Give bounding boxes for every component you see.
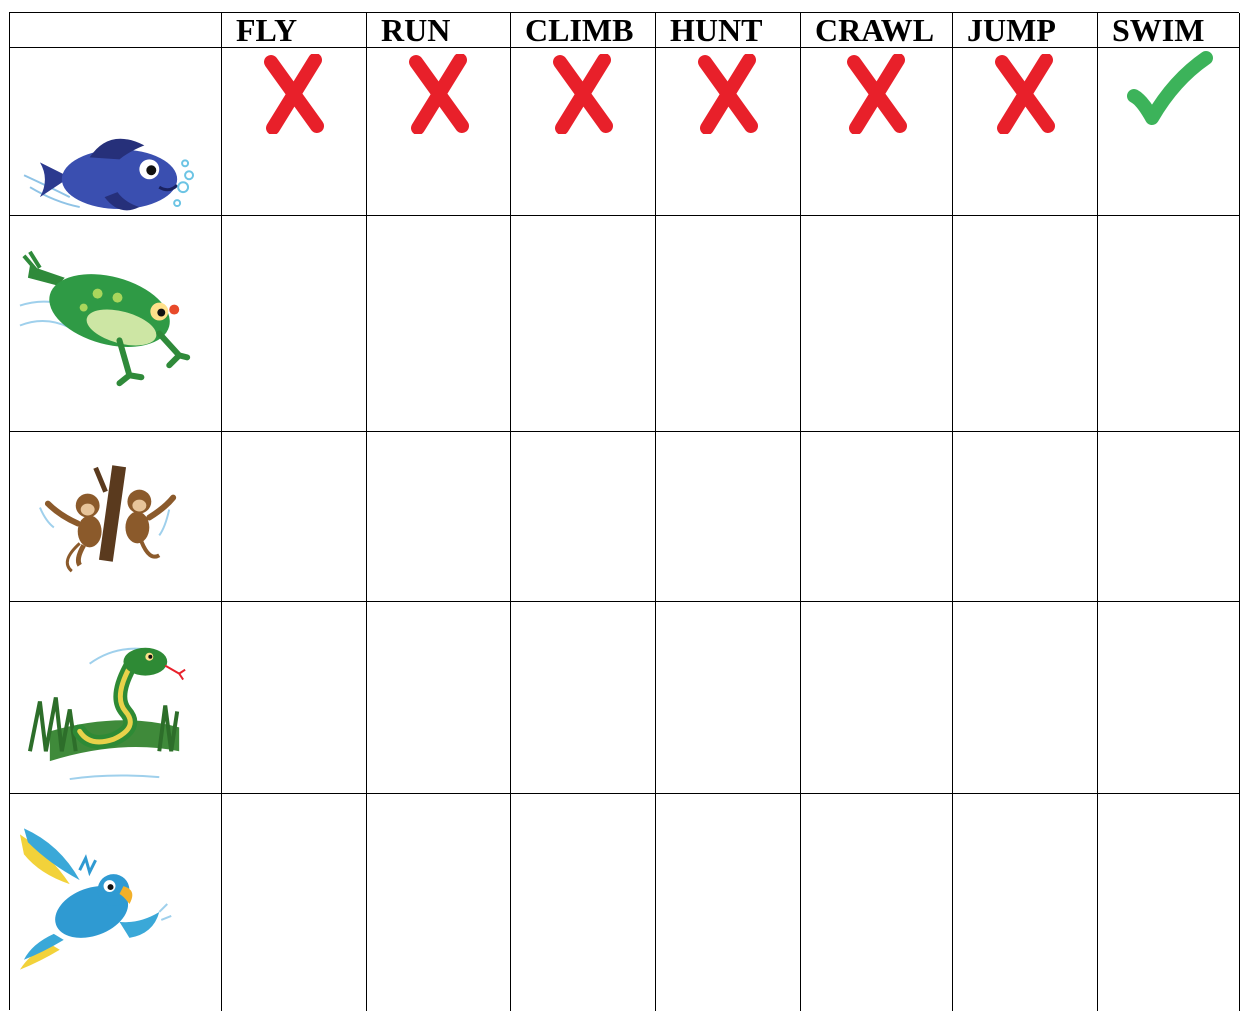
mark-cell — [511, 602, 656, 794]
mark-cell — [367, 48, 511, 216]
header-climb: CLIMB — [511, 13, 656, 48]
mark-cell — [801, 794, 953, 1011]
mark-cell — [511, 432, 656, 602]
mark-cell — [953, 602, 1098, 794]
parrot-icon — [10, 794, 221, 1011]
mark-cell — [511, 48, 656, 216]
animal-cell-snake — [10, 602, 222, 794]
mark-cell — [222, 216, 367, 432]
frog-icon — [10, 216, 221, 431]
cross-icon — [842, 54, 912, 134]
mark-cell — [801, 602, 953, 794]
mark-cell — [801, 432, 953, 602]
check-icon — [1124, 50, 1214, 130]
mark-cell — [222, 794, 367, 1011]
mark-cell — [656, 794, 801, 1011]
mark-cell — [367, 432, 511, 602]
fish-icon — [10, 48, 221, 215]
cross-icon — [548, 54, 618, 134]
mark-cell — [222, 432, 367, 602]
snake-icon — [10, 602, 221, 793]
mark-cell — [953, 794, 1098, 1011]
animal-cell-frog — [10, 216, 222, 432]
mark-cell — [1098, 794, 1240, 1011]
mark-cell — [367, 602, 511, 794]
mark-cell — [953, 432, 1098, 602]
cross-icon — [259, 54, 329, 134]
header-crawl: CRAWL — [801, 13, 953, 48]
mark-cell — [953, 48, 1098, 216]
mark-cell — [367, 794, 511, 1011]
mark-cell — [1098, 48, 1240, 216]
mark-cell — [511, 216, 656, 432]
header-jump: JUMP — [953, 13, 1098, 48]
animal-cell-fish — [10, 48, 222, 216]
mark-cell — [1098, 432, 1240, 602]
cross-icon — [990, 54, 1060, 134]
cross-icon — [693, 54, 763, 134]
mark-cell — [222, 48, 367, 216]
mark-cell — [656, 602, 801, 794]
animal-cell-monkey — [10, 432, 222, 602]
header-fly: FLY — [222, 13, 367, 48]
header-corner — [10, 13, 222, 48]
header-run: RUN — [367, 13, 511, 48]
header-swim: SWIM — [1098, 13, 1240, 48]
mark-cell — [222, 602, 367, 794]
header-hunt: HUNT — [656, 13, 801, 48]
mark-cell — [367, 216, 511, 432]
ability-table — [9, 12, 1239, 1010]
mark-cell — [801, 48, 953, 216]
cross-icon — [404, 54, 474, 134]
mark-cell — [656, 216, 801, 432]
mark-cell — [656, 48, 801, 216]
monkey-icon — [10, 432, 221, 601]
mark-cell — [801, 216, 953, 432]
mark-cell — [953, 216, 1098, 432]
mark-cell — [1098, 216, 1240, 432]
mark-cell — [656, 432, 801, 602]
mark-cell — [511, 794, 656, 1011]
animal-cell-parrot — [10, 794, 222, 1011]
mark-cell — [1098, 602, 1240, 794]
